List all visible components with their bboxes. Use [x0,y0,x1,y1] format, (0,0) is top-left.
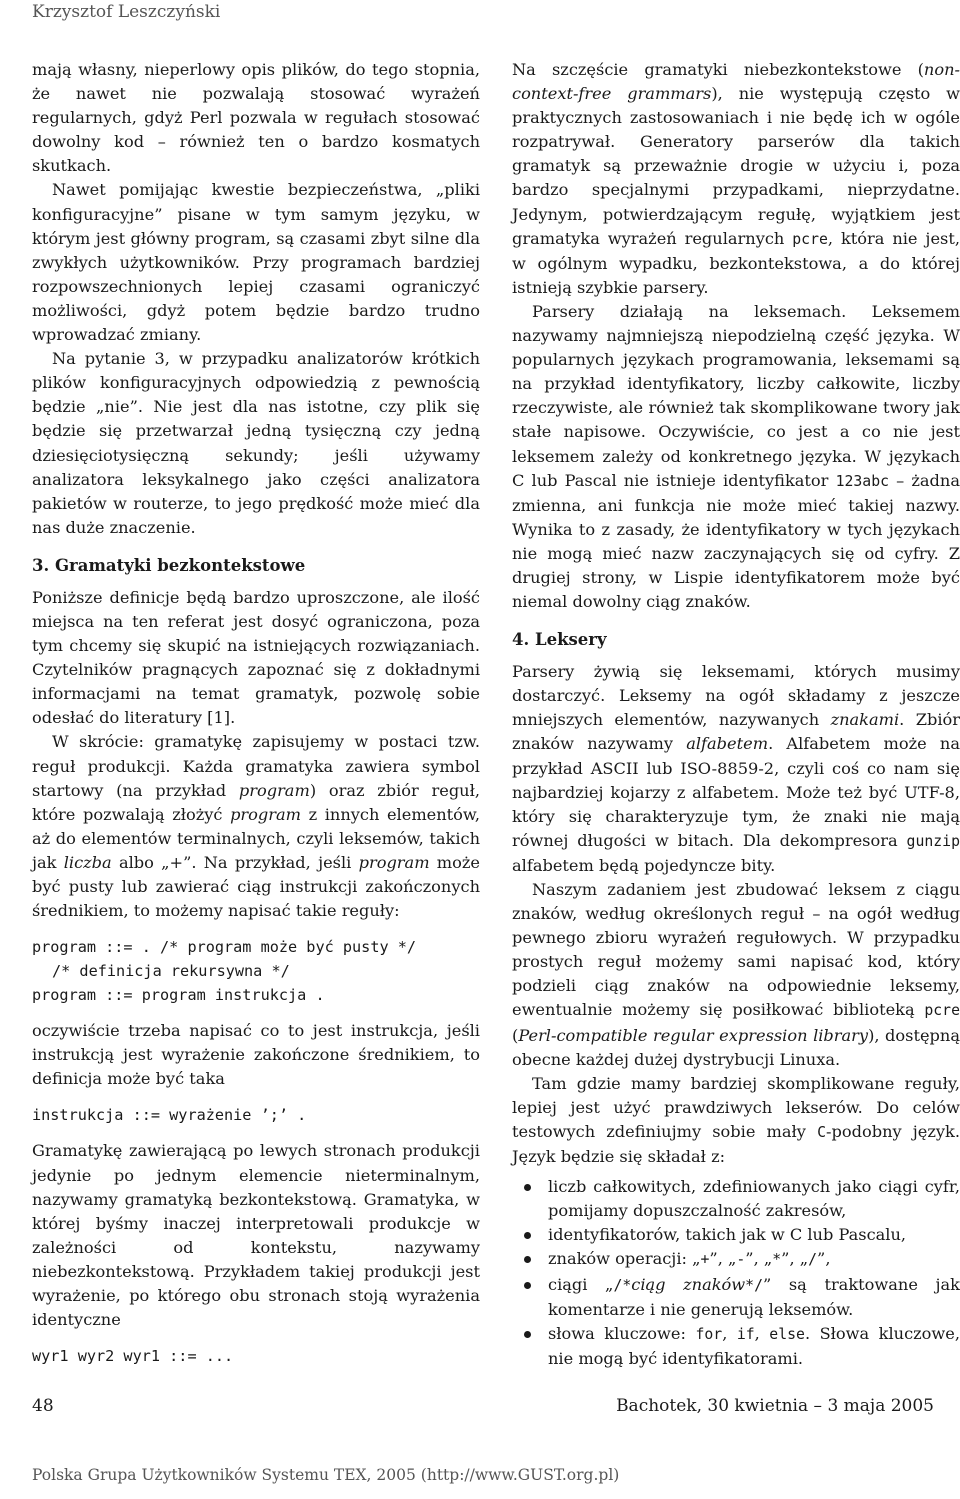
running-header-author: Krzysztof Leszczyński [32,2,221,22]
right-column [512,58,960,1371]
paragraph: Na szczęście gramatyki niebezkontekstowe (non-context-free grammars), nie występują często w praktycznych zastosowaniach i nie będę ich w ogóle rozpatrywał. Generatory parserów dla takich gramatyk są przeważnie drogie w użyciu i, poza bardzo specjalnymi przypadkami, nieprzydatne. Jedynym, potwierdzającym regułę, wyjątkiem jest gramatyka wyrażeń regularnych pcre, która nie jest, w ogólnym wypadku, bezkontekstowa, a do której istnieją szybkie parsery. [512,60,960,297]
paragraph: Tam gdzie mamy bardziej skomplikowane reguły, lepiej jest użyć prawdziwych lekserów. Do celów testowych zdefiniujmy sobie mały C-podobny język. Język będzie się składał z: [512,1073,960,1167]
section-heading-3: 3. Gramatyki bezkontekstowe [32,555,306,575]
list-item: identyfikatorów, takich jak w C lub Pascalu, [512,1223,960,1247]
list-item: znaków operacji: „+”, „-”, „*”, „/”, [512,1247,960,1272]
list-item: słowa kluczowe: for, if, else. Słowa kluczowe, nie mogą być identyfikatorami. [512,1322,960,1371]
paragraph: Nawet pomijając kwestie bezpieczeństwa, „pliki konfiguracyjne” pisane w tym samym języku, w którym jest główny program, są czasami zbyt silne dla zwykłych użytkowników. Przy programach bardziej rozpowszechnionych lepiej czasami ograniczyć możliwości, gdyż potem będzie bardzo trudno wprowadzać zmiany. [32,180,480,345]
paragraph: Parsery żywią się leksemami, których musimy dostarczyć. Leksemy na ogół składamy z jeszcze mniejszych elementów, nazywanych znakami. Zbiór znaków nazywamy alfabetem. Alfabetem może na przykład ASCII lub ISO-8859-2, czyli coś co nam się najbardziej kojarzy z alfabetem. Może też być UTF-8, który się charakteryzuje tym, że znaki nie mają równej długości w bitach. Dla dekompresora gunzip alfabetem będą pojedyncze bity. [512,662,960,875]
code-block-grammar: program ::= . /* program może być pusty */ /* definicja rekursywna */ program ::= program instrukcja . [32,938,417,1005]
code-block-instrukcja: instrukcja ::= wyrażenie ’;’ . [32,1106,307,1125]
running-footer-event: Bachotek, 30 kwietnia – 3 maja 2005 [616,1396,934,1416]
paragraph: mają własny, nieperlowy opis plików, do tego stopnia, że nawet nie pozwalają stosować wyrażeń regularnych, gdyż Perl pozwala w regułach stosować dowolny kod – również ten o bardzo kosmatych skutkach. [32,60,480,176]
publisher-credit: Polska Grupa Użytkowników Systemu TEX, 2005 (http://www.GUST.org.pl) [32,1466,620,1484]
list-item: ciągi „/*ciąg znaków*/” są traktowane jak komentarze i nie generują leksemów. [512,1273,960,1322]
code-block-wyr: wyr1 wyr2 wyr1 ::= ... [32,1347,234,1366]
paragraph: Parsery działają na leksemach. Leksemem nazywamy najmniejszą niepodzielną część języka. W popularnych językach programowania, leksemami są na przykład identyfikatory, liczby całkowite, liczby rzeczywiste, ale również tak skomplikowane twory jak stałe napisowe. Oczywiście, co jest a co nie jest leksemem zależy od konkretnego języka. W językach C lub Pascal nie istnieje identyfikator 123abc – żadna zmienna, ani funkcja nie może mieć takiej nazwy. Wynika to z zasady, że identyfikatory w tych językach nie mogą mieć nazw zaczynających się od cyfry. Z drugiej strony, w Lispie identyfikatorem może być niemal dowolny ciąg znaków. [512,301,960,612]
paragraph: W skrócie: gramatykę zapisujemy w postaci tzw. reguł produkcji. Każda gramatyka zawiera symbol startowy (na przykład program) oraz zbiór reguł, które pozwalają złożyć program z innych elementów, aż do elementów terminalnych, czyli leksemów, takich jak liczba albo „+”. Na przykład, jeśli program może być pusty lub zawierać ciąg instrukcji zakończonych średnikiem, to możemy napisać takie reguły: [32,732,481,921]
section-heading-4: 4. Leksery [512,630,607,650]
bullet-list [512,1175,960,1371]
list-item: liczb całkowitych, zdefiniowanych jako ciągi cyfr, pomijamy dopuszczalność zakresów, [512,1175,960,1223]
paragraph: Na pytanie 3, w przypadku analizatorów krótkich plików konfiguracyjnych odpowiedzią z pewnością będzie „nie”. Nie jest dla nas istotne, czy plik się będzie się przetwarzał jedną tysięczną czy jedną dziesięciotysięczną sekundy; jeśli używamy analizatora leksykalnego jako części analizatora pakietów w routerze, to jego prędkość może mieć dla nas duże znaczenie. [32,349,480,537]
left-column [32,58,480,1380]
paragraph: Naszym zadaniem jest zbudować leksem z ciągu znaków, według określonych reguł – na ogół według pewnego zbioru wyrażeń regułowych. W przypadku prostych reguł możemy sami napisać kod, który podzieli ciąg znaków na odpowiednie leksemy, ewentualnie możemy się posiłkować biblioteką pcre (Perl-compatible regular expression library), dostępną obecne każdej dużej dystrybucji Linuxa. [512,880,960,1069]
paragraph: Poniższe definicje będą bardzo uproszczone, ale ilość miejsca na ten referat jest dosyć ograniczona, poza tym chcemy się skupić na istniejących rozwiązaniach. Czytelników pragnących zapoznać się z dokładnymi informacjami na temat gramatyk, pozwolę sobie odesłać do literatury [1]. [32,587,480,728]
paragraph: Gramatykę zawierającą po lewych stronach produkcji jedynie po jednym elemencie nieterminalnym, nazywamy gramatyką bezkontekstową. Gramatyka, w której byśmy inaczej interpretowali produkcje w zależności od kontekstu, nazywamy niebezkontekstową. Przykładem takiej produkcji jest wyrażenie, po którego obu stronach stoją wyrażenia identyczne [32,1141,480,1330]
paragraph: oczywiście trzeba napisać co to jest instrukcja, jeśli instrukcją jest wyrażenie zakończone średnikiem, to definicja może być taka [32,1021,480,1089]
page-number: 48 [32,1396,54,1416]
